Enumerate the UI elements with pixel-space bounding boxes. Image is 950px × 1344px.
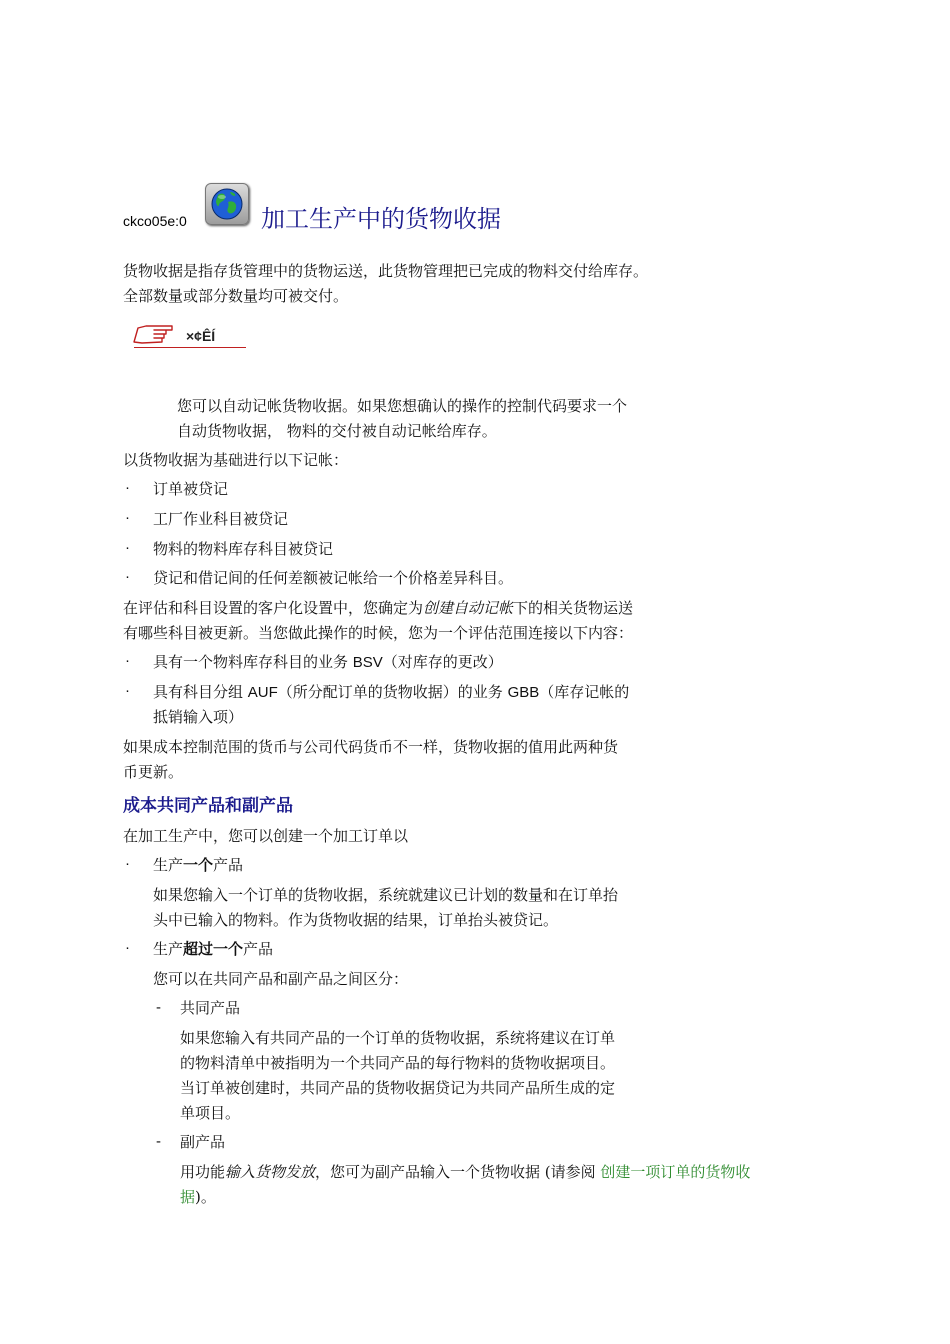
posting-intro: 以货物收据为基础进行以下记帐：: [123, 451, 349, 469]
transaction-code: GBB: [507, 684, 540, 701]
section-intro: 在加工生产中，您可以创建一个加工订单以: [123, 827, 409, 845]
paragraph-text: ，您可为副产品输入一个货物收据 (请参阅: [315, 1163, 601, 1181]
paragraph-line: 如果您输入有共同产品的一个订单的货物收据，系统将建议在订单: [180, 1029, 616, 1047]
list-text: （库存记帐的: [539, 683, 630, 701]
dash-symbol: -: [156, 1133, 161, 1150]
paragraph-line: 头中已输入的物料。作为货物收据的结果，订单抬头被贷记。: [153, 911, 559, 929]
list-item: 订单被贷记: [153, 480, 229, 498]
paragraph-line: [180, 1187, 216, 1207]
custom-text: 下的相关货物运送: [513, 599, 634, 617]
list-text: 具有科目分组: [153, 683, 248, 701]
transaction-code: BSV: [352, 654, 383, 671]
list-item: [153, 855, 243, 875]
paragraph-line: 如果您输入一个订单的货物收据，系统就建议已计划的数量和在订单抬: [153, 886, 619, 904]
list-text: 生产: [153, 940, 184, 958]
list-item: 物料的物料库存科目被贷记: [153, 540, 334, 558]
list-text: 产品: [243, 940, 274, 958]
paragraph-line: 单项目。: [180, 1104, 241, 1122]
paragraph-line: 当订单被创建时，共同产品的货物收据贷记为共同产品所生成的定: [180, 1079, 616, 1097]
custom-text: 在评估和科目设置的客户化设置中，您确定为: [123, 599, 424, 617]
list-text: 产品: [213, 856, 244, 874]
section-heading: 成本共同产品和副产品: [123, 796, 293, 816]
list-emphasis: 一个: [183, 856, 214, 874]
list-item: 贷记和借记间的任何差额被记帐给一个价格差异科目。: [153, 569, 514, 587]
paragraph-line: 您可以在共同产品和副产品之间区分：: [153, 970, 409, 988]
list-item-continuation: 抵销输入项）: [153, 708, 244, 726]
custom-emphasis: 创建自动记帐: [423, 599, 514, 617]
paragraph-line: 的物料清单中被指明为一个共同产品的每行物料的货物收据项目。: [180, 1054, 616, 1072]
page-title: 加工生产中的货物收据: [261, 205, 501, 233]
bullet-symbol: ·: [125, 479, 130, 496]
list-emphasis: 超过一个: [183, 940, 244, 958]
currency-line-1: 如果成本控制范围的货币与公司代码货币不一样，货物收据的值用此两种货: [123, 738, 619, 756]
dash-symbol: -: [156, 999, 161, 1016]
bullet-symbol: ·: [125, 855, 130, 872]
sub-item-label: 副产品: [180, 1133, 226, 1151]
note-line-2: 自动货物收据， 物料的交付被自动记帐给库存。: [177, 422, 497, 440]
bullet-symbol: ·: [125, 652, 130, 669]
function-name: 输入货物发放: [225, 1163, 316, 1181]
list-item: [153, 939, 273, 959]
list-text: 生产: [153, 856, 184, 874]
paragraph-text: 用功能: [180, 1163, 226, 1181]
bullet-symbol: ·: [125, 568, 130, 585]
currency-line-2: 币更新。: [123, 763, 184, 781]
bullet-symbol: ·: [125, 539, 130, 556]
note-underline: [134, 347, 246, 348]
list-item: 工厂作业科目被贷记: [153, 510, 289, 528]
document-code: ckco05e:0: [123, 213, 187, 229]
custom-line-1: [123, 598, 633, 618]
paragraph-line: [180, 1162, 750, 1182]
note-line-1: 您可以自动记帐货物收据。如果您想确认的操作的控制代码要求一个: [177, 397, 628, 415]
bullet-symbol: ·: [125, 939, 130, 956]
sub-item-label: 共同产品: [180, 999, 241, 1017]
custom-line-2: 有哪些科目被更新。当您做此操作的时候，您为一个评估范围连接以下内容：: [123, 624, 634, 642]
bullet-symbol: ·: [125, 509, 130, 526]
cross-reference-link[interactable]: 据: [180, 1188, 196, 1206]
list-text: 具有一个物料库存科目的业务: [153, 653, 353, 671]
intro-line-2: 全部数量或部分数量均可被交付。: [123, 287, 349, 305]
bullet-symbol: ·: [125, 682, 130, 699]
intro-line-1: 货物收据是指存货管理中的货物运送，此货物管理把已完成的物料交付给库存。: [123, 262, 649, 280]
list-item: [153, 652, 503, 673]
pointing-hand-icon: [132, 322, 176, 348]
transaction-code: AUF: [247, 684, 278, 701]
cross-reference-link[interactable]: 创建一项订单的货物收: [600, 1163, 751, 1181]
list-item: [153, 682, 629, 703]
paragraph-text: )。: [195, 1188, 216, 1206]
list-text: （所分配订单的货物收据）的业务: [277, 683, 508, 701]
note-label: ×¢ÊÍ: [186, 328, 216, 344]
globe-icon: [205, 183, 249, 225]
list-text: （对库存的更改）: [382, 653, 503, 671]
